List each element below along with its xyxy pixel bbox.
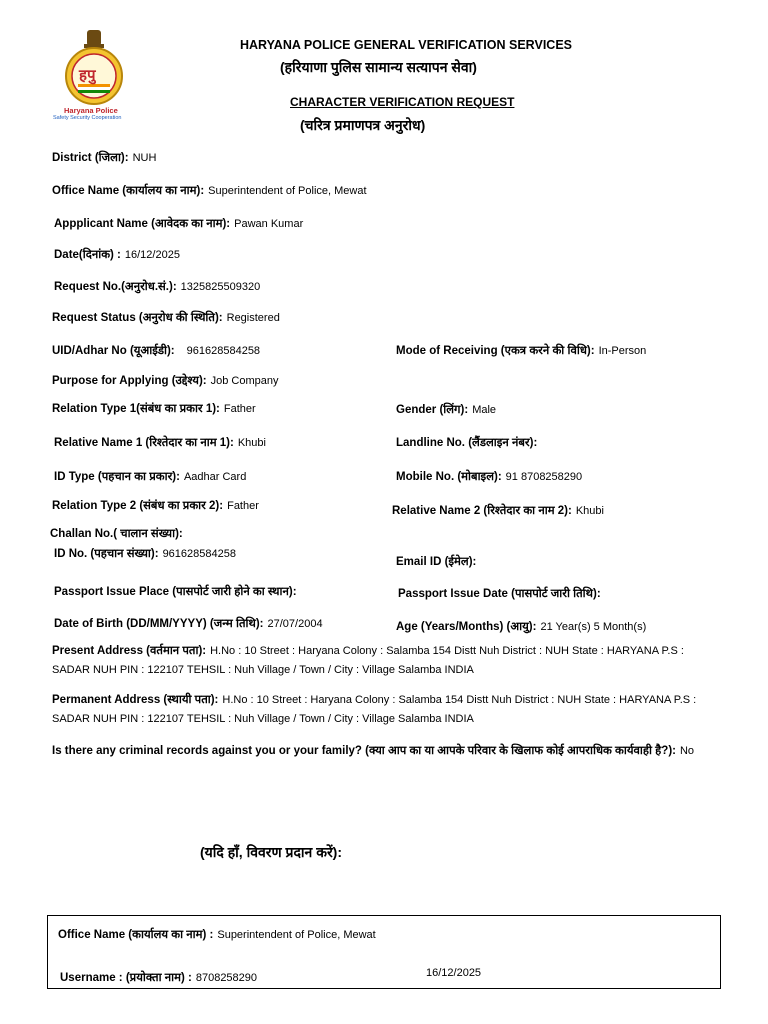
page-subtitle: CHARACTER VERIFICATION REQUEST xyxy=(290,95,515,109)
field-value: Aadhar Card xyxy=(183,471,247,483)
page-title-hindi: (हरियाणा पुलिस सामान्य सत्यापन सेवा) xyxy=(280,59,477,75)
field-label: Passport Issue Date (पासपोर्ट जारी तिथि): xyxy=(398,588,601,600)
field-value: Father xyxy=(223,403,256,415)
field-label: UID/Adhar No (यूआईडी): xyxy=(52,345,175,357)
field-passport-date xyxy=(398,584,605,602)
footer-username xyxy=(60,968,257,986)
field-purpose xyxy=(52,371,278,389)
field-label: Relative Name 1 (रिश्तेदार का नाम 1): xyxy=(54,437,234,449)
field-date xyxy=(54,245,180,263)
logo-name: Haryana Police xyxy=(64,106,118,115)
field-label: Passport Issue Place (पासपोर्ट जारी होने का स्थान): xyxy=(54,586,297,598)
field-label: Age (Years/Months) (आयु): xyxy=(396,621,537,633)
field-label: Mobile No. (मोबाइल): xyxy=(396,471,502,483)
footer-office xyxy=(58,925,376,943)
field-label: District (जिला): xyxy=(52,152,129,164)
field-label: Is there any criminal records against you or your family? (क्या आप का या आपके परिवार के खिलाफ कोई आपराधिक कार्यवाही है?): xyxy=(52,745,676,757)
field-value: Job Company xyxy=(210,375,279,387)
field-value: H.No : 10 Street : Haryana Colony : Salamba 154 Distt Nuh District : NUH State : HARYANA P.S : SADAR NUH PIN : 122107 TEHSIL : Nuh Village / Town / City : Village Salamba INDIA xyxy=(52,645,684,676)
page-title: HARYANA POLICE GENERAL VERIFICATION SERVICES xyxy=(240,38,572,52)
field-value: NUH xyxy=(132,152,157,164)
footer-username-value: 8708258290 xyxy=(195,972,258,984)
field-relation-type-1 xyxy=(52,399,256,417)
field-label: ID Type (पहचान का प्रकार): xyxy=(54,471,180,483)
field-relative-name-1 xyxy=(54,433,266,451)
field-permanent-address xyxy=(52,690,724,728)
field-email xyxy=(396,552,480,570)
field-value: No xyxy=(679,745,695,757)
field-label: Office Name (कार्यालय का नाम): xyxy=(52,185,205,197)
field-value: 21 Year(s) 5 Month(s) xyxy=(540,621,647,633)
field-value: Superintendent of Police, Mewat xyxy=(208,185,367,197)
footer-date: 16/12/2025 xyxy=(426,967,482,979)
field-value: 16/12/2025 xyxy=(124,249,180,261)
field-value: 961628584258 xyxy=(186,345,261,357)
field-gender xyxy=(396,400,496,418)
field-relation-type-2 xyxy=(52,496,259,514)
field-label: Landline No. (लैंडलाइन नंबर): xyxy=(396,437,538,449)
field-label: Request No.(अनुरोध.सं.): xyxy=(54,281,177,293)
field-label: Date of Birth (DD/MM/YYYY) (जन्म तिथि): xyxy=(54,618,264,630)
field-mobile xyxy=(396,467,582,485)
field-value: Pawan Kumar xyxy=(234,218,304,230)
field-value: Khubi xyxy=(575,505,604,517)
field-uid xyxy=(52,341,260,359)
field-id-type xyxy=(54,467,246,485)
field-landline xyxy=(396,433,541,451)
field-label: Mode of Receiving (एकत्र करने की विधि): xyxy=(396,345,595,357)
field-label: Email ID (ईमेल): xyxy=(396,556,477,568)
footer-office-label: Office Name (कार्यालय का नाम) : xyxy=(58,929,214,941)
haryana-police-logo xyxy=(52,26,136,126)
field-label: Appplicant Name (आवेदक का नाम): xyxy=(54,218,231,230)
field-value: 91 8708258290 xyxy=(505,471,583,483)
field-label: Date(दिनांक) : xyxy=(54,249,121,261)
field-label: Permanent Address (स्थायी पता): xyxy=(52,694,219,706)
field-value: Registered xyxy=(226,312,280,324)
field-label: Purpose for Applying (उद्देश्य): xyxy=(52,375,207,387)
field-value: Male xyxy=(472,404,497,416)
field-label: Relation Type 2 (संबंध का प्रकार 2): xyxy=(52,500,224,512)
field-label: ID No. (पहचान संख्या): xyxy=(54,548,159,560)
field-label: Gender (लिंग): xyxy=(396,404,469,416)
field-present-address xyxy=(52,641,722,679)
field-value: H.No : 10 Street : Haryana Colony : Salamba 154 Distt Nuh District : NUH State : HARYANA P.S : SADAR NUH PIN : 122107 TEHSIL : Nuh Village / Town / City : Village Salamba INDIA xyxy=(52,694,697,725)
field-value: 1325825509320 xyxy=(180,281,261,293)
field-relative-name-2 xyxy=(392,501,604,519)
field-district xyxy=(52,148,156,166)
field-label: Relation Type 1(संबंध का प्रकार 1): xyxy=(52,403,220,415)
field-challan-no xyxy=(50,524,187,542)
field-label: Present Address (वर्तमान पता): xyxy=(52,645,207,657)
footer-office-value: Superintendent of Police, Mewat xyxy=(217,929,376,941)
field-value: 27/07/2004 xyxy=(267,618,323,630)
logo-tagline: Safety Security Cooperation xyxy=(53,115,122,121)
field-office-name xyxy=(52,181,367,199)
logo-monogram: हपु xyxy=(79,67,96,84)
field-applicant-name xyxy=(54,214,303,232)
page-subtitle-hindi: (चरित्र प्रमाणपत्र अनुरोध) xyxy=(300,117,426,133)
details-prompt: (यदि हाँ, विवरण प्रदान करें): xyxy=(200,844,342,860)
field-request-no xyxy=(54,277,260,295)
field-dob xyxy=(54,614,323,632)
field-request-status xyxy=(52,308,280,326)
field-value: 961628584258 xyxy=(162,548,236,560)
field-label: Relative Name 2 (रिश्तेदार का नाम 2): xyxy=(392,505,572,517)
footer-username-label: Username : (प्रयोक्ता नाम) : xyxy=(60,972,192,984)
field-value: Khubi xyxy=(237,437,266,449)
field-passport-place xyxy=(54,582,301,600)
office-footer-box xyxy=(47,915,721,989)
field-criminal-records xyxy=(52,739,724,762)
field-label: Request Status (अनुरोध की स्थिति): xyxy=(52,312,223,324)
field-value: Father xyxy=(227,500,259,512)
field-value: In-Person xyxy=(598,345,647,357)
field-label: Challan No.( चालान संख्या): xyxy=(50,528,183,540)
field-mode-of-receiving xyxy=(396,341,646,359)
field-id-no xyxy=(54,544,236,562)
field-age xyxy=(396,617,646,635)
